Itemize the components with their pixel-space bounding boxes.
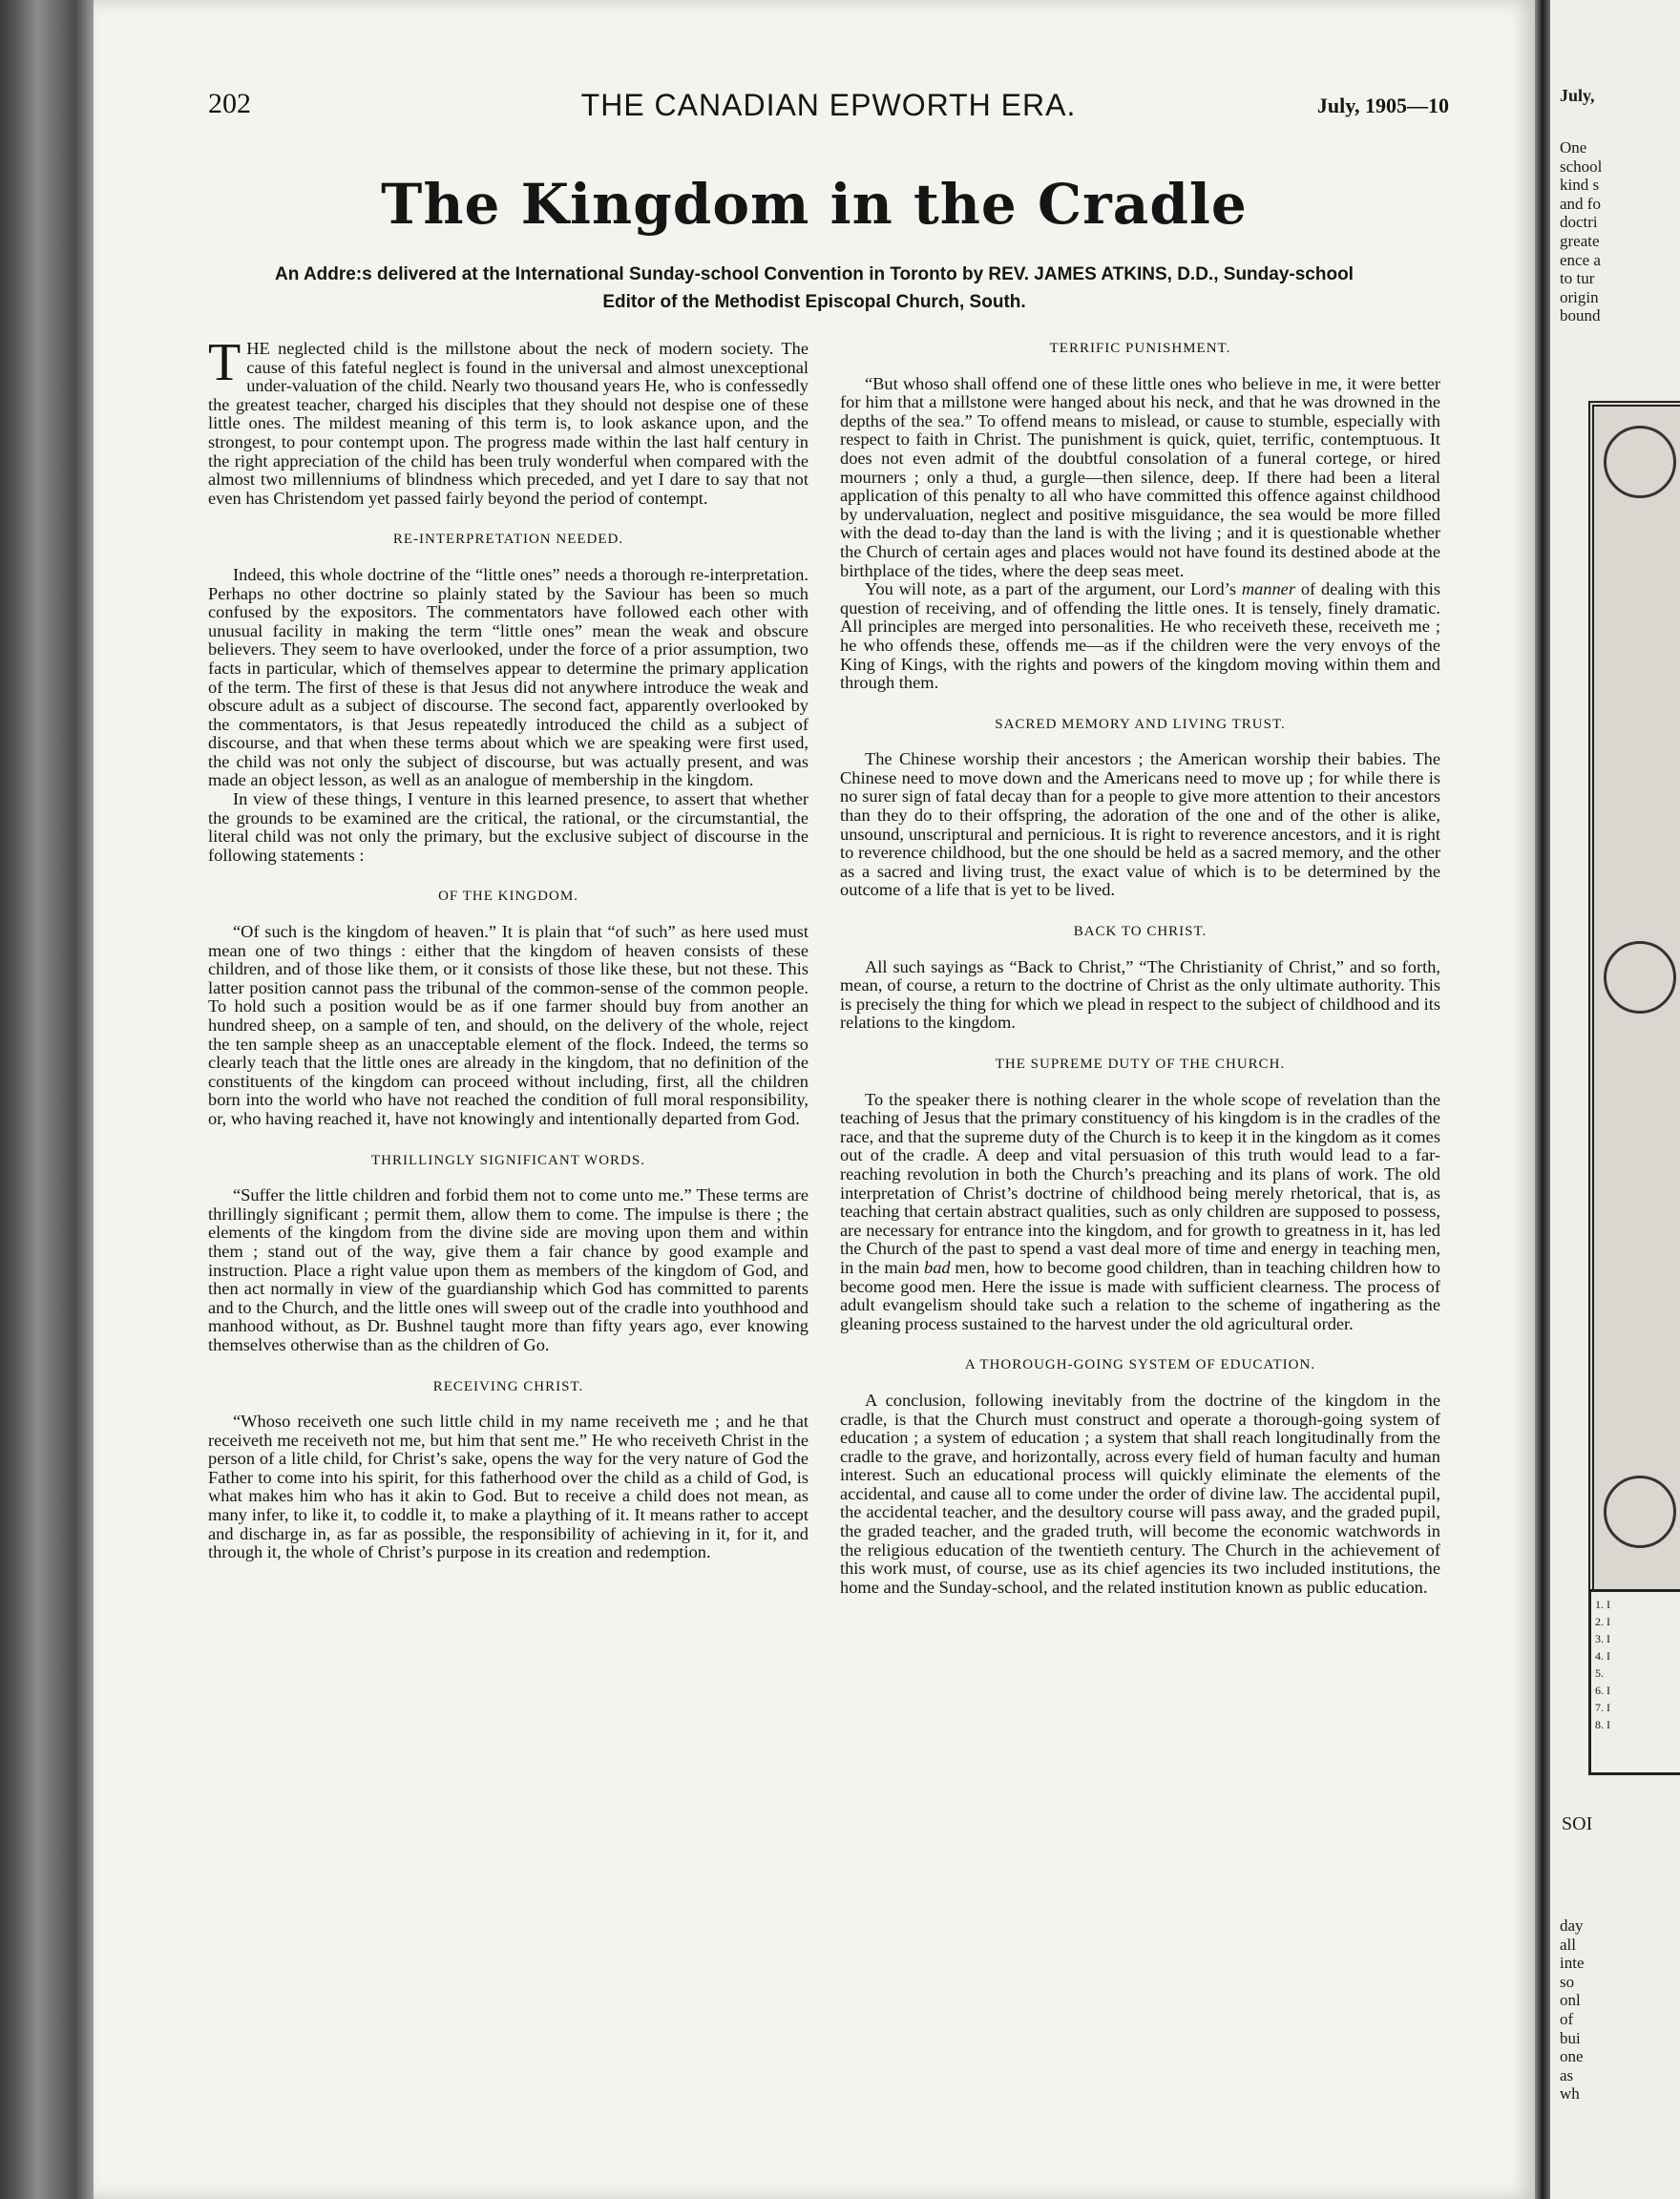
text-line: as: [1560, 2065, 1574, 2084]
text-line: bound: [1560, 306, 1601, 325]
paragraph-text: men, how to become good children, than in teaching children how to become good men. Here the issue is made with sufficient clearness. The process of adult evangelism should take such a relation to the scheme of ingathering as the gleaning process sustained to the harvest under the old agricultural order.: [840, 1257, 1441, 1333]
section-heading: RE-INTERPRETATION NEEDED.: [392, 532, 624, 548]
section-heading: A THOROUGH-GOING SYSTEM OF EDUCATION.: [964, 1357, 1316, 1373]
masthead: THE CANADIAN EPWORTH ERA.: [580, 88, 1077, 122]
page-number: 202: [208, 88, 251, 119]
section-heading: THRILLINGLY SIGNIFICANT WORDS.: [371, 1152, 645, 1168]
article-byline: An Addre:s delivered at the International Sunday-school Convention in Toronto by REV. JAMES ATKINS, D.D., Sunday-school Editor of the Methodist Episcopal Church, South.: [275, 264, 1354, 312]
emphasis: manner: [1241, 579, 1295, 599]
adjacent-text-bottom: [1560, 1916, 1585, 2104]
book-binding-edge: [0, 0, 94, 2199]
paragraph: “Whoso receiveth one such little child in my name receiveth me ; and he that receiveth me receiveth not me, but him that sent me.” He who receiveth Christ in the person of a litle child, for Christ’s sake, opens the way for the very nature of God the Father to come into his spirit, for this fatherhood over the child as a child of God, is what makes him who has it akin to God. But to receive a child does not mean, as many infer, to like it, to coddle it, to make a plaything of it. It means rather to accept and discharge in, as far as possible, the responsibility of achieving in it, for it, and through it, the whole of Christ’s purpose in its creation and redemption.: [208, 1412, 808, 1562]
paragraph: [840, 1091, 1440, 1334]
text-line: day: [1560, 1916, 1584, 1935]
paragraph-text: You will note, as a part of the argument, our Lord’s: [865, 579, 1242, 599]
text-line: inte: [1560, 1954, 1585, 1973]
section-heading: THE SUPREME DUTY OF THE CHURCH.: [995, 1057, 1286, 1072]
paragraph: A conclusion, following inevitably from the doctrine of the kingdom in the cradle, is that the Church must construct and operate a thorough-going system of education ; a system of education ; a system that shall reach longitudinally from the cradle to the grave, and horizontally, across every field of human faculty and human interest. Such an educational process will quickly eliminate the elements of the accidental, and cause all to come under the order of divine law. The accidental pupil, the accidental teacher, and the desultory course will pass away, and the graded pupil, the graded teacher, and the graded truth, will become the economic watchwords in the religious education of the twentieth century. The Church in the achievement of this work must, of course, use as its chief agencies its two included institutions, the home and the Sunday-school, and the related institution known as public education.: [840, 1390, 1440, 1597]
ornament-circle: [1604, 426, 1676, 498]
running-header: [208, 88, 1449, 136]
paragraph: Indeed, this whole doctrine of the “little ones” needs a thorough re-interpretation. Perhaps no other doctrine so plainly stated by the Saviour has been so much confused by the expositors. The commentators have followed each other with unusual facility in making the term “little ones” mean the weak and obscure believers. They seem to have overlooked, under the force of a prior assumption, two facts in particular, which of themselves appear to determine the primary application of the term. The first of these is that Jesus did not anywhere introduce the weak and obscure adult as a subject of discourse. The second fact, apparently overlooked by the commentators, is that Jesus repeatedly introduced the child as a subject of discourse, and that when these terms about which we are speaking were first used, the child was not only the subject of discourse, but was actually present, and was made an object lesson, as well as an analogue of membership in the kingdom.: [208, 564, 808, 790]
text-line: all: [1560, 1935, 1576, 1954]
section-heading: RECEIVING CHRIST.: [432, 1378, 584, 1394]
list-item: 8. I: [1595, 1718, 1610, 1731]
emphasis: bad: [924, 1257, 951, 1277]
text-line: one: [1560, 2047, 1584, 2066]
text-line: wh: [1560, 2084, 1580, 2104]
list-item: 1. I: [1595, 1598, 1610, 1611]
text-line: greate: [1560, 231, 1600, 250]
list-item: 3. I: [1595, 1632, 1610, 1645]
text-line: bui: [1560, 2028, 1581, 2047]
list-item: 2. I: [1595, 1615, 1610, 1628]
left-column: [208, 333, 808, 1562]
list-item: 6. I: [1595, 1684, 1610, 1697]
numbered-list-box: [1588, 1589, 1680, 1775]
ornament-circle: [1604, 1476, 1676, 1548]
text-line: ence a: [1560, 250, 1601, 269]
list-item: 5.: [1595, 1666, 1604, 1680]
adjacent-page-fragment: [1550, 0, 1680, 2199]
section-heading: OF THE KINGDOM.: [438, 889, 578, 905]
paragraph-text: HE neglected child is the millstone about the neck of modern society. The cause of this fateful neglect is found in the universal and almost unexceptional under-valuation of the child. Nearly two thousand years He, who is confessedly the greatest teacher, charged his disciples that they should not despise one of these little ones. The mildest meaning of this term is, to look askance upon, and the strongest, to pour contempt upon. The progress made within the last half century in the right appreciation of the child has been truly wonderful when compared with the almost two millenniums of blindness which preceded, and yet I dare to say that not even has Christendom yet passed fairly beyond the period of contempt.: [208, 339, 808, 508]
magazine-page: [94, 0, 1535, 2199]
text-line: to tur: [1560, 269, 1595, 288]
right-column: [840, 340, 1440, 1597]
drop-cap: T: [208, 333, 242, 392]
text-line: school: [1560, 157, 1603, 176]
paragraph-text: To the speaker there is nothing clearer in the whole scope of revelation than the teaching of Jesus that the primary constituency of his kingdom is in the cradles of the race, and that the supreme duty of the Church is to keep it in the kingdom as it comes out of the cradle. A deep and vital persuasion of this truth would lead to a far-reaching revolution in both the Church’s preaching and its plans of work. The old interpretation of Christ’s doctrine of childhood being merely rhetorical, that is, as teaching that certain abstract qualities, such as only children are supposed to possess, are necessary for entrance into the kingdom, and for growth to greatness in it, has led the Church of the past to spend a vast deal more of time and energy in teaching men, in the main: [840, 1089, 1440, 1277]
text-line: onl: [1560, 1991, 1581, 2010]
ornament-circle: [1604, 941, 1676, 1014]
ornamental-frame: [1588, 401, 1680, 1615]
text-line: kind s: [1560, 176, 1600, 195]
paragraph: [840, 580, 1440, 693]
paragraph: The Chinese worship their ancestors ; the American worship their babies. The Chinese need to move down and the Americans need to move up ; for while there is no surer sign of fatal decay than for a people to give more attention to their ancestors than they do to their offspring, the adoration of the one and of the other is alike, unsound, unscriptural and pernicious. It is right to reverence ancestors, and it is right to reverence childhood, but the one should be held as a sacred memory, and the other as a sacred and living trust, the exact value of which is to be determined by the outcome of a life that is yet to be lived.: [840, 749, 1440, 900]
section-heading: TERRIFIC PUNISHMENT.: [1049, 341, 1231, 356]
text-line: origin: [1560, 287, 1599, 306]
paragraph: “Suffer the little children and forbid them not to come unto me.” These terms are thrillingly significant ; permit them, allow them to come. The impulse is there ; the elements of the kingdom from the divine side are moving upon them and within them ; stand out of the way, give them a fair chance by good example and instruction. Place a right value upon them as members of the kingdom of God, and then act normally in view of the guardianship which God has committed to parents and to the Church, and the little ones will sweep out of the cradle into youthhood and manhood without, as Dr. Bushnel taught more than fifty years ago, ever knowing themselves otherwise than as the children of Go.: [208, 1185, 808, 1354]
text-line: so: [1560, 1972, 1575, 1991]
list-item: 7. I: [1595, 1701, 1610, 1714]
section-heading: SACRED MEMORY AND LIVING TRUST.: [995, 716, 1286, 732]
paragraph: “Of such is the kingdom of heaven.” It is plain that “of such” as here used must mean one of two things : either that the kingdom of heaven consists of these children, and of those like them, or it consists of those like these, but not these. This latter position cannot pass the tribunal of the common-sense of the common people. To hold such a position would be as if one farmer should buy from another an hundred sheep, on a sample of ten, and should, on the delivery of the whole, reject the ten sample sheep as an unacceptable element of the flock. Indeed, the terms so clearly teach that the little ones are already in the kingdom, that no definition of the constituents of the kingdom can proceed without including, first, all the children born into the world who have not reached the condition of full moral responsibility, or, who having reached it, have not knowingly and intentionally departed from God.: [208, 922, 808, 1128]
paragraph: All such sayings as “Back to Christ,” “The Christianity of Christ,” and so forth, mean, of course, a return to the doctrine of Christ as the only ultimate authority. This is precisely the thing for which we plead in respect to the subject of childhood and its relations to the kingdom.: [840, 956, 1440, 1033]
text-line: of: [1560, 2009, 1574, 2028]
page-gutter: [1535, 0, 1550, 2199]
section-heading: BACK TO CHRIST.: [1073, 924, 1208, 940]
article-title: The Kingdom in the Cradle: [381, 172, 1248, 237]
list-item: 4. I: [1595, 1649, 1610, 1663]
text-line: One: [1560, 138, 1587, 157]
text-line: doctri: [1560, 213, 1598, 232]
adjacent-text-top: [1560, 138, 1602, 325]
adjacent-page-header: July,: [1560, 86, 1595, 105]
issue-date: July, 1905—10: [1316, 94, 1449, 117]
paragraph: In view of these things, I venture in this learned presence, to assert that whether the grounds to be examined are the critical, the rational, or the circumstantial, the literal child was not only the primary, but the exclusive subject of discourse in the following statements :: [208, 789, 808, 865]
paragraph: [208, 333, 808, 508]
paragraph: “But whoso shall offend one of these little ones who believe in me, it were better for him that a millstone were hanged about his neck, and that he was drowned in the depths of the sea.” To offend means to mislead, or cause to stumble, especially with respect to faith in Christ. The punishment is quick, quiet, terrific, contemptuous. It does not even admit of the doubtful consolation of a funeral cortege, or hired mourners ; only a thud, a gurgle—then silence, deep. If there had been a literal application of this penalty to all who have committed this offence against childhood by undervaluation, neglect and positive misguidance, the sea would be more filled with the dead to-day than the land is with the living ; and it is questionable whether the Church of certain ages and places would not have found its destined abode at the birthplace of the tides, where the deep seas meet.: [840, 373, 1440, 580]
adjacent-subheading: SOI: [1562, 1813, 1593, 1834]
text-line: and fo: [1560, 194, 1601, 213]
paragraph-text: of dealing with this question of receiving, and of offending the little ones. It is tensely, finely dramatic. All principles are merged into personalities. He who receiveth these, receiveth me ; he who offends these, offends me—as if the children were the very envoys of the King of Kings, with the rights and powers of the kingdom moving within them and through them.: [840, 579, 1440, 693]
